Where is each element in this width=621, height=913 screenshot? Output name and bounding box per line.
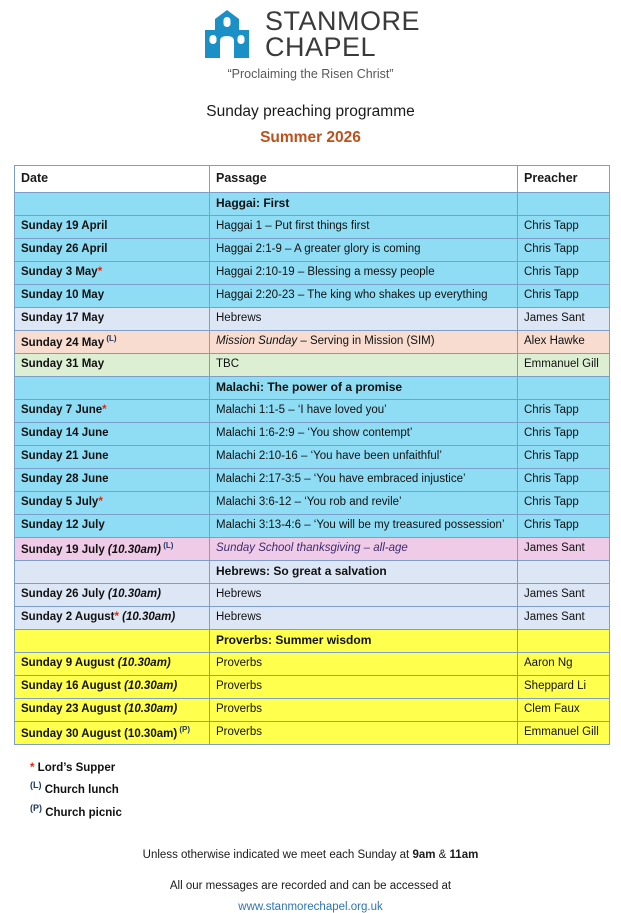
cell-preacher: Chris Tapp	[518, 238, 610, 261]
cell-date	[15, 629, 210, 652]
cell-preacher: James Sant	[518, 307, 610, 330]
cell-passage: TBC	[210, 353, 518, 376]
footer-time-morning: 9am	[412, 849, 436, 862]
footer-recordings-note: All our messages are recorded and can be accessed at	[169, 880, 452, 893]
legend-marker: (L)	[30, 780, 42, 791]
cell-date: Sunday 17 May	[15, 307, 210, 330]
column-header-date: Date	[15, 165, 210, 192]
table-row	[15, 675, 610, 698]
legend-label: Lord’s Supper	[34, 761, 116, 774]
table-row	[15, 399, 610, 422]
chapel-building-icon	[201, 10, 253, 58]
cell-passage: Haggai 2:20-23 – The king who shakes up everything	[210, 284, 518, 307]
table-row	[15, 353, 610, 376]
table-row	[15, 721, 610, 744]
cell-passage: Malachi 2:17-3:5 – ‘You have embraced injustice’	[210, 468, 518, 491]
cell-passage: Malachi 3:13-4:6 – ‘You will be my treasured possession’	[210, 514, 518, 537]
cell-preacher: Chris Tapp	[518, 491, 610, 514]
cell-date: Sunday 14 June	[15, 422, 210, 445]
cell-preacher	[518, 192, 610, 215]
table-body	[15, 192, 610, 744]
table-section-row	[15, 192, 610, 215]
cell-date	[15, 376, 210, 399]
cell-date-time: (10.30am)	[120, 727, 178, 740]
legend-notes	[30, 759, 621, 823]
cell-date: Sunday 26 July (10.30am)	[15, 583, 210, 606]
cell-preacher	[518, 629, 610, 652]
footnote-marker: (L)	[161, 540, 174, 550]
cell-passage: Hebrews	[210, 606, 518, 629]
table-row	[15, 537, 610, 560]
table-section-row	[15, 629, 610, 652]
table-section-row	[15, 560, 610, 583]
cell-preacher: Aaron Ng	[518, 652, 610, 675]
cell-passage: Malachi 1:6-2:9 – ‘You show contempt’	[210, 422, 518, 445]
cell-passage: Proverbs	[210, 721, 518, 744]
cell-date: Sunday 10 May	[15, 284, 210, 307]
legend-item	[30, 801, 621, 823]
footer-time-late: 11am	[449, 849, 479, 862]
cell-passage: Malachi 2:10-16 – ‘You have been unfaithful’	[210, 445, 518, 468]
cell-passage: Mission Sunday – Serving in Mission (SIM)	[210, 330, 518, 353]
cell-passage: Proverbs	[210, 652, 518, 675]
legend-item	[30, 759, 621, 779]
table-row	[15, 514, 610, 537]
cell-passage: Malachi 3:6-12 – ‘You rob and revile’	[210, 491, 518, 514]
cell-preacher: Chris Tapp	[518, 261, 610, 284]
cell-date: Sunday 19 July (10.30am) $^{(L)}$	[15, 537, 210, 560]
website-link[interactable]: www.stanmorechapel.org.uk	[238, 901, 383, 913]
cell-preacher: James Sant	[518, 606, 610, 629]
lords-supper-marker: *	[98, 496, 103, 509]
footnote-marker: (P)	[177, 724, 191, 734]
table-row	[15, 468, 610, 491]
cell-passage: Proverbs	[210, 698, 518, 721]
table-section-row	[15, 376, 610, 399]
footer-meeting-times	[0, 849, 621, 861]
table-row	[15, 238, 610, 261]
lords-supper-marker: *	[114, 611, 119, 624]
cell-date-time: (10.30am)	[104, 588, 161, 601]
cell-date: Sunday 26 April	[15, 238, 210, 261]
page-title: Sunday preaching programme	[206, 102, 415, 120]
lords-supper-marker: *	[102, 404, 107, 417]
cell-passage: Haggai 2:10-19 – Blessing a messy people	[210, 261, 518, 284]
cell-date: Sunday 24 May $^{(L)}$	[15, 330, 210, 353]
cell-preacher: Chris Tapp	[518, 468, 610, 491]
table-row	[15, 652, 610, 675]
lords-supper-marker: *	[97, 266, 103, 279]
cell-passage: Haggai 1 – Put first things first	[210, 215, 518, 238]
cell-preacher	[518, 376, 610, 399]
table-header	[15, 165, 610, 192]
page-subtitle: Summer 2026	[260, 128, 361, 146]
footer-line1-mid: &	[435, 849, 450, 862]
cell-preacher: Chris Tapp	[518, 284, 610, 307]
legend-marker: (P)	[30, 802, 42, 813]
cell-preacher: Chris Tapp	[518, 445, 610, 468]
column-header-preacher: Preacher	[518, 165, 610, 192]
cell-date: Sunday 30 August (10.30am) $^{(P)}$	[15, 721, 210, 744]
table-row	[15, 307, 610, 330]
cell-passage: Proverbs	[210, 675, 518, 698]
cell-date: Sunday 21 June	[15, 445, 210, 468]
cell-preacher: Clem Faux	[518, 698, 610, 721]
table-row	[15, 284, 610, 307]
table-row	[15, 215, 610, 238]
cell-preacher: Chris Tapp	[518, 399, 610, 422]
legend-marker: *	[30, 761, 35, 774]
brand-header	[0, 0, 621, 81]
cell-date-time: (10.30am)	[114, 657, 171, 670]
cell-preacher: Chris Tapp	[518, 215, 610, 238]
cell-preacher: Emmanuel Gill	[518, 353, 610, 376]
brand-logo-row	[201, 8, 420, 61]
table-row	[15, 422, 610, 445]
cell-preacher: Chris Tapp	[518, 422, 610, 445]
cell-date	[15, 560, 210, 583]
cell-date-time: (10.30am)	[118, 611, 176, 624]
cell-date: Sunday 23 August (10.30am)	[15, 698, 210, 721]
table-row	[15, 445, 610, 468]
cell-date: Sunday 9 August (10.30am)	[15, 652, 210, 675]
legend-label: Church picnic	[42, 806, 122, 819]
page-footer	[0, 849, 621, 913]
brand-tagline: “Proclaiming the Risen Christ”	[227, 66, 394, 81]
cell-preacher: Alex Hawke	[518, 330, 610, 353]
cell-preacher: Emmanuel Gill	[518, 721, 610, 744]
preaching-schedule-table	[14, 165, 610, 745]
table-header-row	[15, 165, 610, 192]
cell-passage: Malachi 1:1-5 – ‘I have loved you’	[210, 399, 518, 422]
table-row	[15, 491, 610, 514]
cell-passage: Hebrews	[210, 583, 518, 606]
cell-preacher: Sheppard Li	[518, 675, 610, 698]
cell-preacher: James Sant	[518, 537, 610, 560]
footer-line1-pre: Unless otherwise indicated we meet each Sunday at	[142, 849, 413, 862]
brand-word-line1: STANMORE	[264, 6, 420, 36]
legend-item	[30, 778, 621, 800]
column-header-passage: Passage	[210, 165, 518, 192]
cell-date: Sunday 31 May	[15, 353, 210, 376]
cell-date: Sunday 5 July*	[15, 491, 210, 514]
cell-passage: Sunday School thanksgiving – all-age	[210, 537, 518, 560]
cell-date: Sunday 3 May*	[15, 261, 210, 284]
cell-preacher: Chris Tapp	[518, 514, 610, 537]
footnote-marker: (L)	[104, 333, 117, 343]
cell-date	[15, 192, 210, 215]
cell-date: Sunday 19 April	[15, 215, 210, 238]
cell-passage: Haggai 2:1-9 – A greater glory is coming	[210, 238, 518, 261]
brand-word-line2: CHAPEL	[264, 32, 377, 63]
cell-date: Sunday 7 June*	[15, 399, 210, 422]
cell-preacher: James Sant	[518, 583, 610, 606]
table-row	[15, 261, 610, 284]
cell-series-title: Hebrews: So great a salvation	[210, 560, 518, 583]
legend-label: Church lunch	[41, 784, 119, 797]
cell-date-time: (10.30am)	[120, 703, 178, 716]
cell-series-title: Haggai: First	[210, 192, 518, 215]
cell-date: Sunday 16 August (10.30am)	[15, 675, 210, 698]
cell-passage: Hebrews	[210, 307, 518, 330]
table-row	[15, 583, 610, 606]
table-row	[15, 698, 610, 721]
cell-date-time: (10.30am)	[120, 680, 178, 693]
brand-wordmark	[265, 8, 420, 61]
cell-series-title: Malachi: The power of a promise	[210, 376, 518, 399]
cell-date: Sunday 28 June	[15, 468, 210, 491]
passage-emphasis: Mission Sunday	[216, 335, 298, 348]
cell-date: Sunday 2 August* (10.30am)	[15, 606, 210, 629]
table-row	[15, 606, 610, 629]
cell-series-title: Proverbs: Summer wisdom	[210, 629, 518, 652]
schedule-table-container	[14, 165, 607, 745]
table-row	[15, 330, 610, 353]
cell-preacher	[518, 560, 610, 583]
cell-date: Sunday 12 July	[15, 514, 210, 537]
cell-date-time: (10.30am)	[104, 543, 161, 556]
